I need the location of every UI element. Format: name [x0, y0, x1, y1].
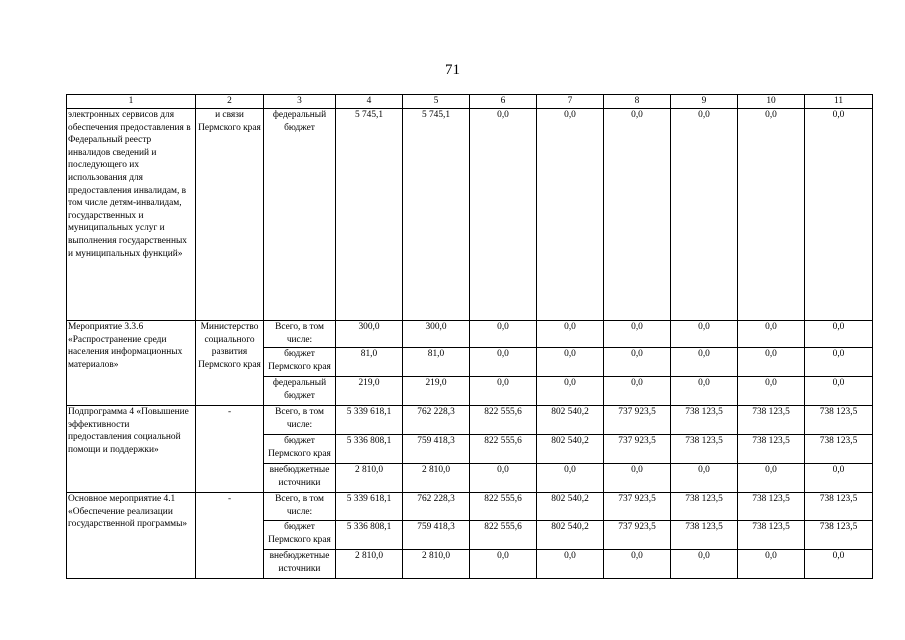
value-cell: 822 555,6: [470, 435, 537, 464]
value-cell: 737 923,5: [604, 406, 671, 435]
value-cell: 822 555,6: [470, 406, 537, 435]
measure-name-cell: Подпрограмма 4 «Повышение эффективности предоставления социальной помощи и поддержки»: [67, 406, 196, 493]
executor-cell: -: [196, 493, 264, 579]
value-cell: 0,0: [805, 321, 873, 348]
value-cell: 2 810,0: [336, 464, 403, 493]
value-cell: 802 540,2: [537, 521, 604, 550]
header-cell: 9: [671, 95, 738, 109]
value-cell: 0,0: [805, 464, 873, 493]
value-cell: 762 228,3: [403, 493, 470, 521]
header-cell: 10: [738, 95, 805, 109]
header-cell: 4: [336, 95, 403, 109]
value-cell: 738 123,5: [671, 406, 738, 435]
value-cell: 0,0: [805, 348, 873, 377]
value-cell: 0,0: [470, 464, 537, 493]
header-cell: 3: [264, 95, 336, 109]
measure-name-cell: Основное мероприятие 4.1 «Обеспечение реализации государственной программы»: [67, 493, 196, 579]
value-cell: 5 339 618,1: [336, 493, 403, 521]
value-cell: 5 745,1: [336, 109, 403, 321]
value-cell: 737 923,5: [604, 435, 671, 464]
value-cell: 0,0: [738, 109, 805, 321]
funding-source-cell: бюджет Пермского края: [264, 435, 336, 464]
value-cell: 802 540,2: [537, 493, 604, 521]
value-cell: 0,0: [805, 550, 873, 579]
value-cell: 300,0: [403, 321, 470, 348]
header-row: [67, 95, 873, 109]
value-cell: 0,0: [671, 464, 738, 493]
value-cell: 0,0: [537, 348, 604, 377]
value-cell: 822 555,6: [470, 493, 537, 521]
value-cell: 802 540,2: [537, 406, 604, 435]
value-cell: 5 339 618,1: [336, 406, 403, 435]
table-row: [67, 493, 873, 521]
value-cell: 0,0: [604, 464, 671, 493]
header-cell: 2: [196, 95, 264, 109]
header-cell: 6: [470, 95, 537, 109]
value-cell: 81,0: [336, 348, 403, 377]
value-cell: 0,0: [470, 348, 537, 377]
value-cell: 738 123,5: [805, 493, 873, 521]
funding-source-cell: федеральный бюджет: [264, 377, 336, 406]
value-cell: 0,0: [470, 550, 537, 579]
header-cell: 11: [805, 95, 873, 109]
funding-source-cell: внебюджетные источники: [264, 464, 336, 493]
value-cell: 2 810,0: [403, 464, 470, 493]
measure-name-cell: Мероприятие 3.3.6 «Распространение среди населения информационных материалов»: [67, 321, 196, 406]
value-cell: 738 123,5: [805, 435, 873, 464]
funding-table: [66, 94, 873, 579]
value-cell: 738 123,5: [805, 521, 873, 550]
value-cell: 81,0: [403, 348, 470, 377]
funding-source-cell: бюджет Пермского края: [264, 521, 336, 550]
value-cell: 802 540,2: [537, 435, 604, 464]
funding-source-cell: внебюджетные источники: [264, 550, 336, 579]
value-cell: 759 418,3: [403, 521, 470, 550]
value-cell: 738 123,5: [805, 406, 873, 435]
value-cell: 762 228,3: [403, 406, 470, 435]
value-cell: 0,0: [537, 464, 604, 493]
value-cell: 5 336 808,1: [336, 435, 403, 464]
value-cell: 0,0: [671, 377, 738, 406]
value-cell: 2 810,0: [336, 550, 403, 579]
value-cell: 759 418,3: [403, 435, 470, 464]
value-cell: 0,0: [671, 550, 738, 579]
table-body: [67, 109, 873, 579]
value-cell: 5 336 808,1: [336, 521, 403, 550]
value-cell: 0,0: [738, 321, 805, 348]
value-cell: 822 555,6: [470, 521, 537, 550]
header-cell: 7: [537, 95, 604, 109]
table-row: [67, 406, 873, 435]
value-cell: 0,0: [470, 377, 537, 406]
value-cell: 0,0: [805, 109, 873, 321]
value-cell: 738 123,5: [738, 406, 805, 435]
value-cell: 0,0: [738, 348, 805, 377]
value-cell: 0,0: [604, 348, 671, 377]
value-cell: 0,0: [604, 109, 671, 321]
value-cell: 0,0: [604, 550, 671, 579]
value-cell: 0,0: [805, 377, 873, 406]
table-row: [67, 321, 873, 348]
value-cell: 0,0: [537, 109, 604, 321]
executor-cell: и связи Пермского края: [196, 109, 264, 321]
funding-source-cell: Всего, в том числе:: [264, 406, 336, 435]
value-cell: 0,0: [738, 377, 805, 406]
value-cell: 0,0: [604, 377, 671, 406]
page-number: 71: [445, 62, 460, 78]
value-cell: 737 923,5: [604, 521, 671, 550]
executor-cell: Министерство социального развития Пермского края: [196, 321, 264, 406]
value-cell: 0,0: [738, 550, 805, 579]
value-cell: 0,0: [671, 109, 738, 321]
value-cell: 0,0: [470, 321, 537, 348]
header-cell: 5: [403, 95, 470, 109]
value-cell: 738 123,5: [671, 521, 738, 550]
value-cell: 0,0: [537, 377, 604, 406]
value-cell: 738 123,5: [671, 435, 738, 464]
value-cell: 0,0: [537, 550, 604, 579]
header-cell: 8: [604, 95, 671, 109]
funding-source-cell: Всего, в том числе:: [264, 493, 336, 521]
value-cell: 219,0: [336, 377, 403, 406]
funding-source-cell: Всего, в том числе:: [264, 321, 336, 348]
funding-source-cell: бюджет Пермского края: [264, 348, 336, 377]
value-cell: 0,0: [537, 321, 604, 348]
value-cell: 738 123,5: [738, 435, 805, 464]
table-row: [67, 109, 873, 321]
value-cell: 737 923,5: [604, 493, 671, 521]
value-cell: 5 745,1: [403, 109, 470, 321]
value-cell: 0,0: [604, 321, 671, 348]
value-cell: 219,0: [403, 377, 470, 406]
value-cell: 0,0: [671, 321, 738, 348]
value-cell: 738 123,5: [671, 493, 738, 521]
value-cell: 738 123,5: [738, 493, 805, 521]
value-cell: 0,0: [671, 348, 738, 377]
header-cell: 1: [67, 95, 196, 109]
funding-source-cell: федеральный бюджет: [264, 109, 336, 321]
value-cell: 0,0: [738, 464, 805, 493]
executor-cell: -: [196, 406, 264, 493]
value-cell: 2 810,0: [403, 550, 470, 579]
value-cell: 0,0: [470, 109, 537, 321]
value-cell: 300,0: [336, 321, 403, 348]
measure-name-cell: электронных сервисов для обеспечения предоставления в Федеральный реестр инвалидов сведений и последующего их использования для предоставления инвалидам, в том числе детям-инвалидам, государственных и муниципальных услуг и выполнения государственных и муниципальных функций»: [67, 109, 196, 321]
value-cell: 738 123,5: [738, 521, 805, 550]
